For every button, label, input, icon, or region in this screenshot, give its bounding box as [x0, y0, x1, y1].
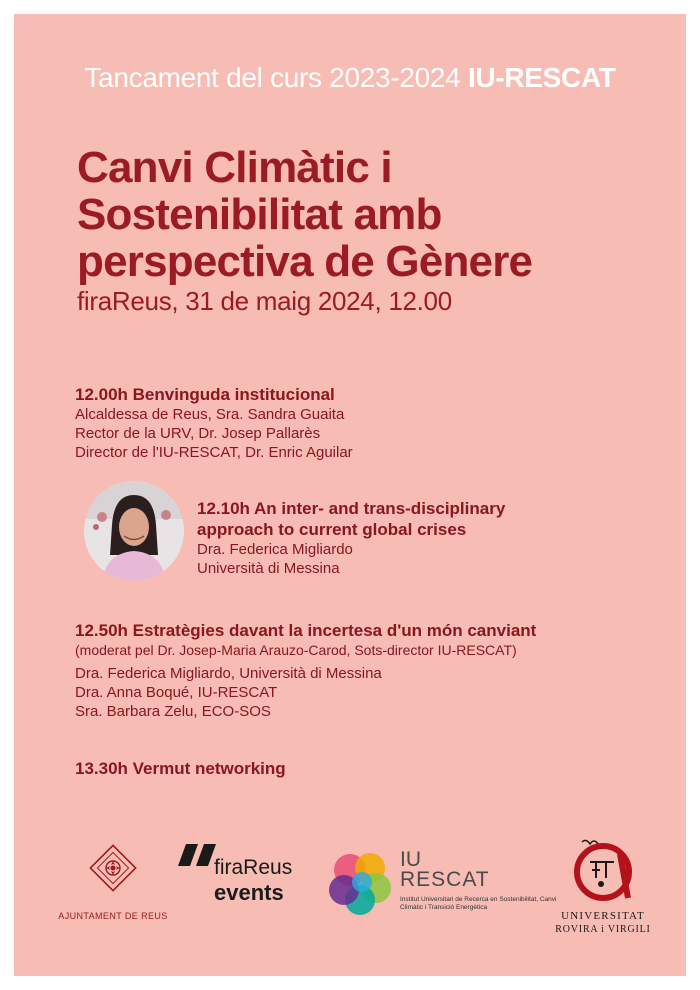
- session-3-line-2: Dra. Anna Boqué, IU-RESCAT: [75, 684, 278, 701]
- session-1-line-2: Rector de la URV, Dr. Josep Pallarès: [75, 425, 321, 442]
- event-date-location: firaReus, 31 de maig 2024, 12.00: [77, 286, 452, 316]
- session-2-line-1: Dra. Federica Migliardo: [197, 541, 353, 558]
- firareus-name: firaReus: [214, 856, 293, 879]
- speaker-photo: [84, 481, 184, 581]
- session-1-heading: 12.00h Benvinguda institucional: [75, 385, 335, 404]
- urv-emblem-icon: [554, 834, 652, 908]
- session-3-line-3: Sra. Barbara Zelu, ECO-SOS: [75, 703, 271, 720]
- session-1-line-1: Alcaldessa de Reus, Sra. Sandra Guaita: [75, 406, 345, 423]
- title-line-2: Sostenibilitat amb: [77, 190, 442, 239]
- header-brand: IU-RESCAT: [467, 62, 616, 93]
- iu-rescat-logo: [324, 838, 564, 928]
- program-session-3: [75, 620, 675, 721]
- colored-circles-icon: [324, 846, 398, 920]
- reus-caption: AJUNTAMENT DE REUS: [58, 911, 168, 921]
- session-2-line-2: Università di Messina: [197, 560, 340, 577]
- iu-rescat-description: Institut Universitari de Recerca en Sostenibilitat, Canvi Climàtic i Transició Energètica: [400, 896, 557, 911]
- urv-logo: [554, 834, 674, 944]
- session-3-heading: 12.50h Estratègies davant la incertesa d'un món canviant: [75, 621, 537, 640]
- sponsor-logos: [14, 834, 686, 944]
- ajuntament-reus-logo: [58, 842, 168, 921]
- event-title: [77, 144, 677, 285]
- session-2-heading-line-2: approach to current global crises: [197, 520, 467, 539]
- session-2-heading-line-1: 12.10h An inter- and trans-disciplinary: [197, 499, 506, 518]
- program-session-4: [75, 758, 286, 779]
- urv-name-line-2: ROVIRA i VIRGILI: [555, 924, 651, 935]
- reus-emblem-icon: [89, 842, 137, 902]
- program-session-2: [197, 498, 505, 578]
- course-header: [14, 62, 686, 94]
- title-line-1: Canvi Climàtic i: [77, 143, 392, 192]
- header-prefix: Tancament del curs 2023-2024: [84, 62, 461, 93]
- session-1-line-3: Director de l'IU-RESCAT, Dr. Enric Aguilar: [75, 444, 353, 461]
- rescat-text: RESCAT: [400, 868, 490, 891]
- session-3-line-1: Dra. Federica Migliardo, Università di Messina: [75, 665, 382, 682]
- program-session-1: [75, 384, 353, 462]
- urv-name-line-1: UNIVERSITAT: [561, 910, 645, 922]
- firareus-events-logo: [172, 842, 312, 912]
- session-3-moderator: (moderat pel Dr. Josep-Maria Arauzo-Carod, Sots-director IU-RESCAT): [75, 642, 517, 658]
- session-4-heading: 13.30h Vermut networking: [75, 759, 286, 778]
- events-name: events: [214, 880, 284, 905]
- iu-text: IU: [400, 848, 421, 871]
- title-line-3: perspectiva de Gènere: [77, 237, 533, 286]
- poster: [14, 14, 686, 976]
